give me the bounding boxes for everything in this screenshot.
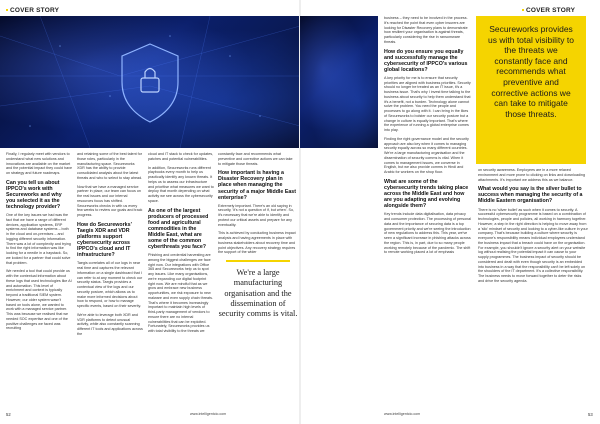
highlight-quote: Secureworks provides us with total visibility to the threats we constantly face and recommends what preventive and corrective actions we can take to mitigate those threats.	[488, 24, 574, 119]
pull-quote	[218, 260, 298, 360]
subheading: How do Secureworks' Taegis XDR and VDR platforms support cybersecurity across IPPCO's cloud and IT infrastructure?	[77, 221, 132, 259]
subheading: How do you ensure you equally and successfully manage the cybersecurity of IPPCO's various global locations?	[384, 48, 468, 73]
hero-image	[0, 16, 300, 148]
paragraph: Key trends include data digitalisation, data privacy and consumer protection. The processing of personal data and the importance of securing data is a top government priority and we're seeing the introduction of new regulations to address this. This year, we've seen a significant increase in phishing attacks across the region. This is, in part, due to so many people working remotely because of the pandemic. The shift to remote working placed a lot of emphasis	[384, 212, 472, 255]
paragraph: business – they need to be involved in the process. It's reached the point that even cyber insurers are looking for Disaster Recovery plans to demonstrate how resilient your organisation is against threats, particularly considering the rise in ransomware threats.	[384, 16, 468, 44]
hero-image-continued	[300, 16, 378, 148]
shield-icon	[122, 44, 178, 122]
paragraph: constantly face and recommends what preventive and corrective actions we can take to mitigate those threats.	[218, 152, 293, 166]
accent-mark	[6, 9, 8, 11]
paragraph: Extremely important. There's an old saying in security, 'it's not a question of if, but when'. So, it's necessary that we're able to identify and protect our critical assets and prepare for any eventuality.	[218, 203, 295, 227]
left-column-3	[148, 152, 214, 408]
left-column-4	[218, 152, 296, 256]
page-number-right: 53	[588, 412, 593, 417]
accent-mark-right	[522, 9, 524, 11]
subheading: Can you tell us about IPPCO's work with Secureworks and why you selected it as the technology provider?	[6, 179, 62, 211]
paragraph: Finally, I regularly meet with vendors to understand what new solutions and innovations are available on the market and the potential impact they could have on strategy and future roadmaps.	[6, 152, 72, 175]
paragraph: Phishing and credential harvesting are among the biggest challenges we face right now. Our integrations with Office 365 and Secureworks help us to spot any issues. Like many organisations, we're expanding our digital footprint right now. We are mindful that as we grow and embrace new business opportunities, we risk exposure to new malware and even supply chain threats. That's where it becomes increasingly important to maintain high levels of third-party management of vendors to ensure there are no internal vulnerabilities that can be exploited. Fortunately, Secureworks provides us with total visibility to the threats we	[148, 253, 213, 334]
page-number-left: 52	[6, 412, 11, 417]
paragraph: In addition, Secureworks runs different playbooks every month to help us practically identify any known threats. It helps us to assess our infrastructure and prioritise what measures we want to deploy that month depending on what activity we see across the cybersecurity space.	[148, 165, 214, 203]
paragraph: on security awareness. Employees are in a more relaxed environment and more prone to clicking on links and downloading attachments. It's important we address this as we balance.	[478, 168, 586, 182]
section-tag-right: COVER STORY	[526, 7, 576, 14]
website-url-left: www.intelligentcio.com	[190, 412, 227, 416]
right-column-1	[384, 16, 472, 259]
left-column-1	[6, 152, 72, 408]
paragraph: Now that we have a managed service partner in place, our team can focus on the real issues and our internal resources focus has shifted. Secureworks checks in with us every few weeks to review our goals and track progress.	[77, 184, 143, 217]
digital-shield-graphic	[0, 16, 300, 148]
paragraph: This is achieved by conducting business impact analysis and having agreements in place with business stakeholders about recovery time and point objectives. Any recovery strategy requires the support of the wider	[218, 231, 296, 255]
paragraph: A key priority for me is to ensure that security priorities are aligned with business priorities. Security should no longer be treated as an IT issue, it's a business issue. That's why I invest time talking to the business about security to help them understand that it's a benefit, not a burden. Technology alone cannot solve the problem. You need the people and processes to go along with it. I can bring in the likes of Secureworks to bolster our security posture but a change in culture is equally important. That's where the experience of running a global enterprise comes into play.	[384, 75, 471, 133]
paragraph: There is no 'silver bullet' as such when it comes to security. A successful cybersecurity programme is based on a combination of technologies, people and policies, all working in harmony together. However, a step in the right direction is helping to move away from a 'silo' mindset of security and looking to a cyber-like culture in your company. That's because building a culture where security is everyone's responsibility means individual employees understand the business impact that a breach could have on the organisation. For example, you shouldn't ignore a security alert on your website log without realising the potential impact it can cause to your supply programmes. The business impact of security should be considered and dealt with even though security is an embedded into business in a way that the responsibility can't be left solely on the shoulders of the IT department. It's a collective responsibility. The business needs to move forward together to deter the risks and drive the security agenda.	[478, 207, 588, 283]
pull-quote-rule	[226, 260, 290, 262]
subheading: What are some of the cybersecurity trends taking place across the Middle East and how are you adapting and evolving alongside them?	[384, 178, 469, 210]
section-tag-left: COVER STORY	[10, 7, 60, 14]
left-column-2	[77, 152, 143, 408]
paragraph: and retaining some of the best talent for those roles, particularly in the manufacturing space. Secureworks XDR has the ability to provide consolidated analysis about the latest threats and who to select to stay ahead.	[77, 152, 143, 180]
highlight-box	[476, 16, 586, 164]
paragraph: Taegis correlates all of our logs in near real time and captures the relevant information on a single dashboard that I can refer to at any moment to check our security status. Taegis provides a contextual view of the logs and our security posture, which allows us to make more informed decisions about how to respond, or how to manage specific events, based on their severity.	[77, 261, 143, 309]
paragraph: Finding the right governance model and the security approach are also key when it comes to managing security equally across so many different countries. We're a large manufacturing organisation and the dissemination of security comms is vital. When it comes to management issues, we converse in English, but we also provide comms in Hindi and Arabic for workers on the shop floor.	[384, 136, 469, 175]
pull-quote-text: We're a large manufacturing organisation and the dissemination of security comms is vital.	[218, 268, 298, 319]
subheading: As one of the largest producers of processed food and agricultural commodities in the Middle East, what are some of the common cyberthreats you face?	[148, 207, 209, 251]
paragraph: We're able to leverage both XDR and VDR platforms to detect unusual activity, while also constantly scanning different IT tools and applications across the	[77, 312, 143, 336]
subheading: What would you say is the silver bullet to success when managing the security of a Middle Eastern organisation?	[478, 186, 583, 205]
paragraph: We needed a tool that could provide us with the contextual information about these logs that used technologies like AI and automation. This level of enrichment and context is typically beyond a traditional SIEM system. However, our older system wasn't based on tools alone, we wanted to work with a managed service partner. This was because we realised that we needed SOC expertise and one of the positive challenges we faced was recruiting	[6, 269, 72, 331]
paragraph: One of the key issues we had was the fact that we have a range of different devices, application systems, ERP systems and database systems – both in the cloud and on-premises – and logging different security information. There was a lot of complexity and trying to find the right information was like looking for a needle in a haystack. So, we looked for a partner that could solve that problem.	[6, 213, 71, 265]
subheading: How important is having a Disaster Recovery plan in place when managing the security of a major Middle East enterprise?	[218, 170, 296, 201]
paragraph: cloud and IT stack to check for updates, patches and potential vulnerabilities.	[148, 152, 214, 161]
website-url-right: www.intelligentcio.com	[384, 412, 421, 416]
right-column-2	[478, 168, 588, 288]
